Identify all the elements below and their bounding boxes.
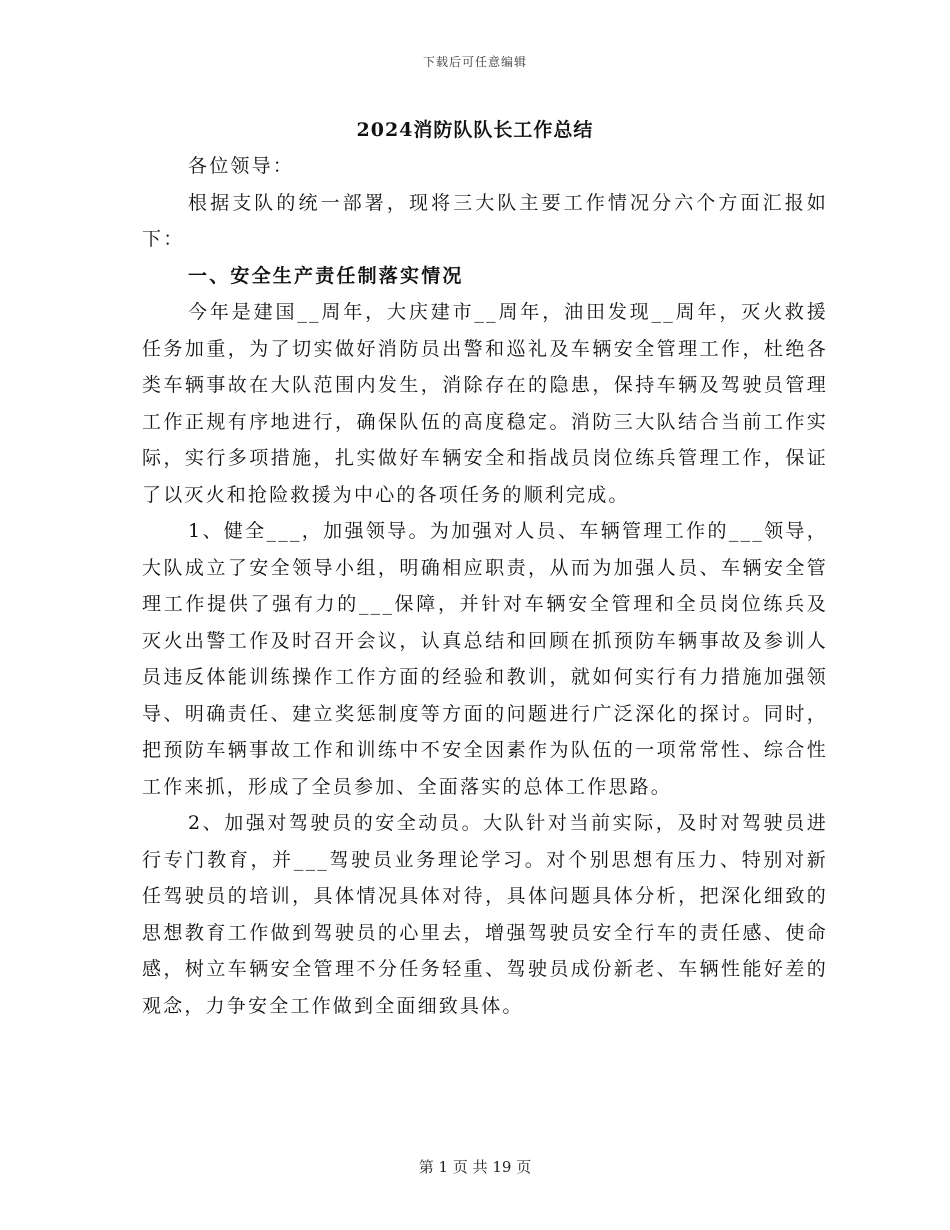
intro-paragraph: 根据支队的统一部署，现将三大队主要工作情况分六个方面汇报如下： xyxy=(142,191,828,250)
salutation: 各位领导： xyxy=(188,155,295,177)
page-number-footer: 第 1 页 共 19 页 xyxy=(418,1158,532,1176)
document-body xyxy=(142,148,828,1024)
body-paragraph: 2、加强对驾驶员的安全动员。大队针对当前实际，及时对驾驶员进行专门教育，并___驾驶员业务理论学习。对个别思想有压力、特别对新任驾驶员的培训，具体情况具体对待，具体问题具体分析，把深化细致的思想教育工作做到驾驶员的心里去，增强驾驶员安全行车的责任感、使命感，树立车辆安全管理不分任务轻重、驾驶员成份新老、车辆性能好差的观念，力争安全工作做到全面细致具体。 xyxy=(142,812,828,1017)
body-paragraph: 1、健全___，加强领导。为加强对人员、车辆管理工作的___领导，大队成立了安全领导小组，明确相应职责，从而为加强人员、车辆安全管理工作提供了强有力的___保障，并针对车辆安全管理和全员岗位练兵及灭火出警工作及时召开会议，认真总结和回顾在抓预防车辆事故及参训人员违反体能训练操作工作方面的经验和教训，就如何实行有力措施加强领导、明确责任、建立奖惩制度等方面的问题进行广泛深化的探讨。同时，把预防车辆事故工作和训练中不安全因素作为队伍的一项常常性、综合性工作来抓，形成了全员参加、全面落实的总体工作思路。 xyxy=(142,520,828,798)
page-header-note: 下载后可任意编辑 xyxy=(422,55,527,69)
body-paragraph: 今年是建国__周年，大庆建市__周年，油田发现__周年，灭火救援任务加重，为了切实做好消防员出警和巡礼及车辆安全管理工作，杜绝各类车辆事故在大队范围内发生，消除存在的隐患，保持车辆及驾驶员管理工作正规有序地进行，确保队伍的高度稳定。消防三大队结合当前工作实际，实行多项措施，扎实做好车辆安全和指战员岗位练兵管理工作，保证了以灭火和抢险救援为中心的各项任务的顺利完成。 xyxy=(142,301,828,506)
section-heading: 一、安全生产责任制落实情况 xyxy=(188,264,464,287)
document-title: 2024消防队队长工作总结 xyxy=(356,119,594,141)
